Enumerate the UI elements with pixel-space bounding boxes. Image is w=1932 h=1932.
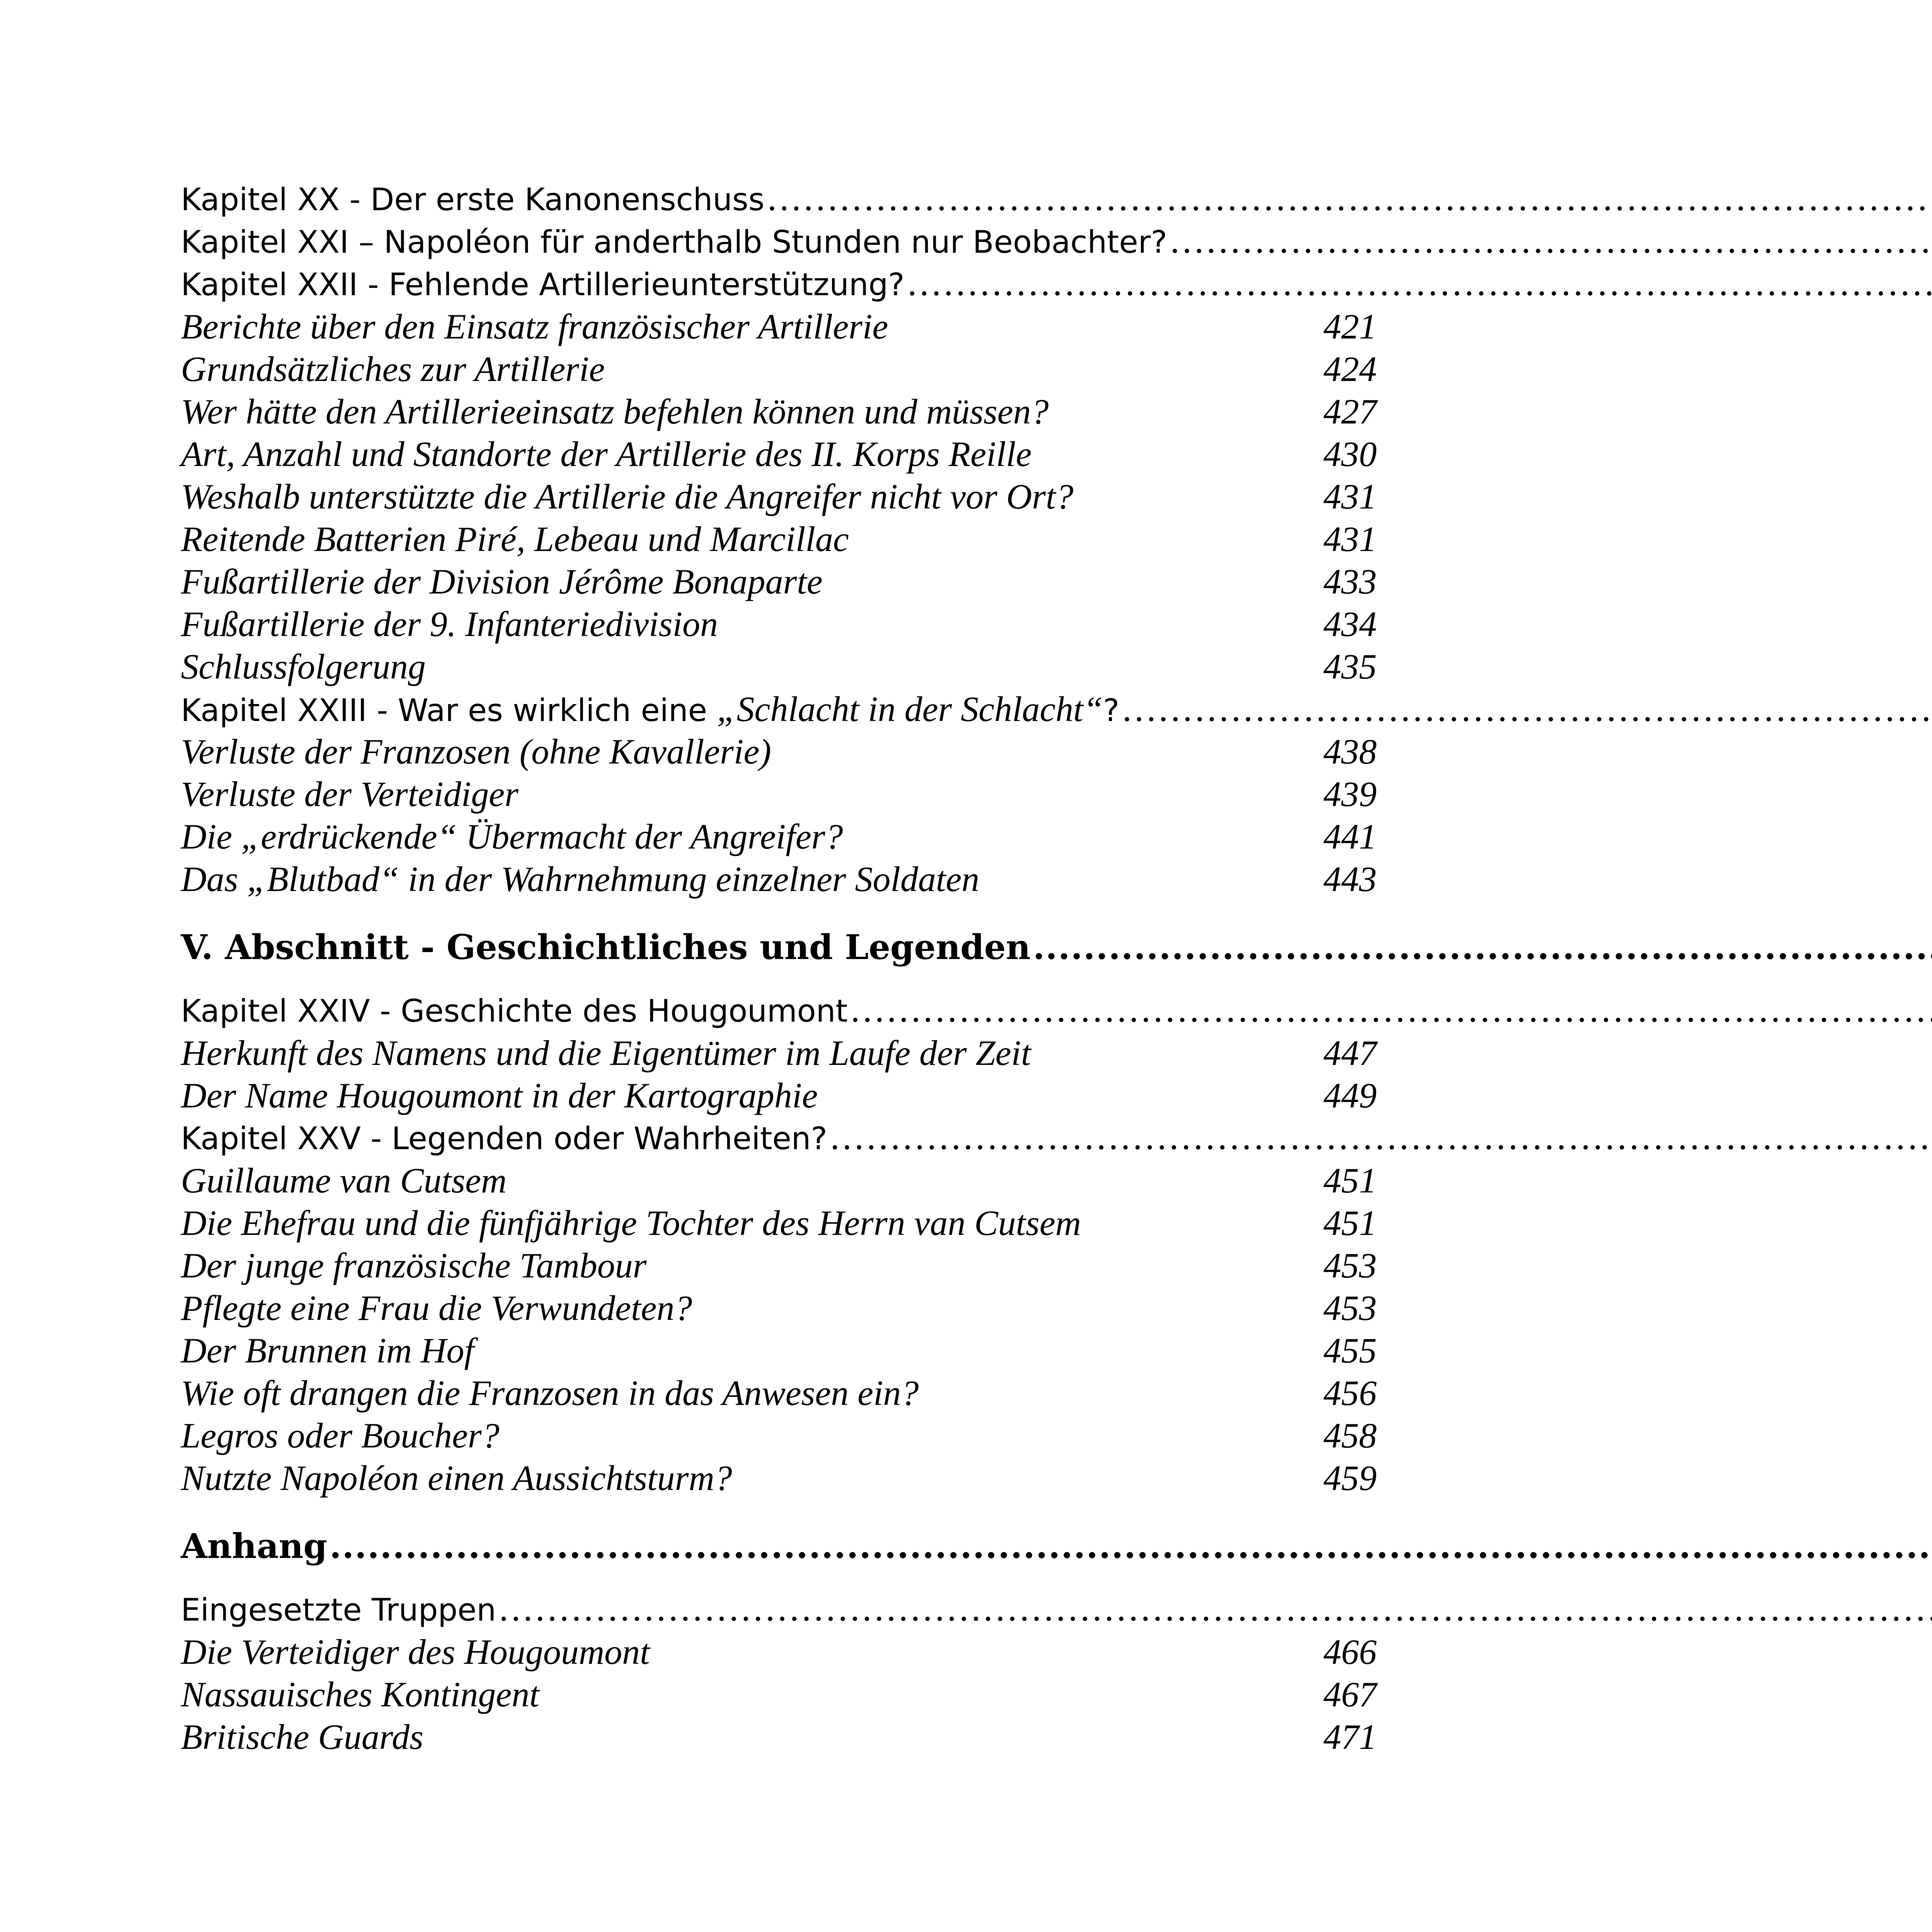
entry-page: 427	[1323, 392, 1377, 431]
toc-entry-section	[181, 518, 1377, 560]
dot-leader	[1170, 220, 1932, 263]
entry-page: 431	[1323, 477, 1377, 516]
entry-title: Der Brunnen im Hof	[181, 1331, 474, 1370]
dot-leader	[498, 1588, 1932, 1631]
entry-page: 453	[1323, 1288, 1377, 1328]
entry-page: 421	[1323, 307, 1377, 346]
entry-page: 471	[1323, 1717, 1377, 1757]
toc-entry-section	[181, 560, 1377, 603]
entry-page: 455	[1323, 1331, 1377, 1370]
dot-leader	[330, 1521, 1932, 1571]
entry-title-tail: ?	[1103, 692, 1119, 728]
toc-entry-chapter	[181, 989, 1377, 1032]
toc-entry-chapter	[181, 1588, 1377, 1631]
toc-entry-chapter	[181, 220, 1377, 263]
entry-title: Anhang	[181, 1526, 327, 1566]
toc-entry-section	[181, 1287, 1377, 1329]
toc-entry-section	[181, 305, 1377, 348]
entry-title: Kapitel XXV - Legenden oder Wahrheiten?	[181, 1121, 827, 1156]
toc-entry-section	[181, 1716, 1377, 1758]
entry-title: Fußartillerie der 9. Infanteriedivision	[181, 604, 718, 644]
dot-leader	[830, 1117, 1932, 1159]
entry-page: 441	[1323, 817, 1377, 856]
entry-page: 456	[1323, 1373, 1377, 1413]
toc-entry-section	[181, 475, 1377, 518]
entry-title-italic: „Schlacht in der Schlacht“	[717, 689, 1103, 729]
entry-page: 467	[1323, 1675, 1377, 1714]
toc-entry-section	[181, 1074, 1377, 1117]
toc-entry-section	[181, 1202, 1377, 1244]
entry-page: 424	[1323, 349, 1377, 389]
entry-page: 435	[1323, 647, 1377, 686]
toc-entry-chapter	[181, 688, 1377, 730]
entry-title: Die „erdrückende“ Übermacht der Angreifer?	[181, 817, 843, 856]
dot-leader	[850, 989, 1932, 1032]
entry-title: Britische Guards	[181, 1717, 423, 1757]
entry-title: Grundsätzliches zur Artillerie	[181, 349, 605, 389]
toc-entry-section	[181, 1032, 1377, 1074]
entry-title: Legros oder Boucher?	[181, 1416, 500, 1455]
entry-title	[181, 688, 1119, 732]
toc-entry-part	[181, 1521, 1377, 1571]
entry-title: Guillaume van Cutsem	[181, 1161, 507, 1200]
toc-entry-section	[181, 773, 1377, 815]
toc-entry-section	[181, 603, 1377, 645]
entry-page: 430	[1323, 434, 1377, 474]
entry-page: 431	[1323, 519, 1377, 559]
entry-page: 447	[1323, 1033, 1377, 1073]
entry-page: 453	[1323, 1246, 1377, 1285]
table-of-contents	[181, 178, 1377, 1758]
entry-title: Art, Anzahl und Standorte der Artillerie des II. Korps Reille	[181, 434, 1032, 474]
toc-entry-section	[181, 1329, 1377, 1372]
toc-entry-part	[181, 922, 1377, 972]
toc-entry-section	[181, 390, 1377, 433]
entry-page: 443	[1323, 859, 1377, 899]
dot-leader	[907, 263, 1932, 305]
entry-title: Verluste der Verteidiger	[181, 774, 519, 814]
entry-title: V. Abschnitt - Geschichtliches und Legenden	[181, 927, 1031, 967]
entry-title: Verluste der Franzosen (ohne Kavallerie)	[181, 732, 771, 771]
toc-entry-section	[181, 1159, 1377, 1202]
toc-entry-section	[181, 815, 1377, 858]
entry-title: Schlussfolgerung	[181, 647, 426, 686]
entry-page: 451	[1323, 1203, 1377, 1243]
entry-title: Kapitel XXIV - Geschichte des Hougoumont	[181, 993, 848, 1029]
toc-entry-section	[181, 645, 1377, 688]
entry-title: Pflegte eine Frau die Verwundeten?	[181, 1288, 692, 1328]
toc-entry-section	[181, 1673, 1377, 1716]
entry-page: 466	[1323, 1632, 1377, 1672]
toc-entry-section	[181, 433, 1377, 475]
entry-title: Wie oft drangen die Franzosen in das Anwesen ein?	[181, 1373, 919, 1413]
entry-title: Eingesetzte Truppen	[181, 1592, 496, 1628]
dot-leader	[1122, 689, 1932, 731]
entry-page: 451	[1323, 1161, 1377, 1200]
toc-entry-section	[181, 730, 1377, 773]
entry-title: Kapitel XXII - Fehlende Artillerieunterstützung?	[181, 267, 905, 303]
dot-leader	[1033, 922, 1932, 972]
entry-title: Kapitel XXI – Napoléon für anderthalb Stunden nur Beobachter?	[181, 224, 1167, 260]
toc-entry-section	[181, 858, 1377, 900]
entry-title: Der junge französische Tambour	[181, 1246, 647, 1285]
toc-entry-chapter	[181, 178, 1377, 220]
entry-title: Das „Blutbad“ in der Wahrnehmung einzelner Soldaten	[181, 859, 980, 899]
entry-page: 439	[1323, 774, 1377, 814]
toc-entry-chapter	[181, 263, 1377, 305]
entry-title: Der Name Hougoumont in der Kartographie	[181, 1076, 818, 1115]
entry-title: Nassauisches Kontingent	[181, 1675, 539, 1714]
toc-entry-section	[181, 1372, 1377, 1414]
toc-entry-section	[181, 1457, 1377, 1499]
entry-title: Die Ehefrau und die fünfjährige Tochter des Herrn van Cutsem	[181, 1203, 1081, 1243]
entry-title: Nutzte Napoléon einen Aussichtsturm?	[181, 1458, 732, 1498]
toc-entry-section	[181, 1631, 1377, 1673]
entry-title: Fußartillerie der Division Jérôme Bonaparte	[181, 562, 823, 601]
entry-page: 449	[1323, 1076, 1377, 1115]
entry-title: Die Verteidiger des Hougoumont	[181, 1632, 650, 1672]
entry-title: Berichte über den Einsatz französischer Artillerie	[181, 307, 888, 346]
entry-page: 459	[1323, 1458, 1377, 1498]
entry-title: Kapitel XX - Der erste Kanonenschuss	[181, 182, 765, 218]
entry-title: Weshalb unterstützte die Artillerie die Angreifer nicht vor Ort?	[181, 477, 1074, 516]
entry-title: Herkunft des Namens und die Eigentümer im Laufe der Zeit	[181, 1033, 1031, 1073]
toc-entry-section	[181, 348, 1377, 390]
entry-title-plain: Kapitel XXIII - War es wirklich eine	[181, 692, 717, 728]
toc-entry-chapter	[181, 1117, 1377, 1159]
entry-page: 458	[1323, 1416, 1377, 1455]
entry-page: 434	[1323, 604, 1377, 644]
entry-title: Wer hätte den Artillerieeinsatz befehlen können und müssen?	[181, 392, 1049, 431]
toc-entry-section	[181, 1414, 1377, 1457]
entry-title: Reitende Batterien Piré, Lebeau und Marcillac	[181, 519, 849, 559]
entry-page: 433	[1323, 562, 1377, 601]
toc-entry-section	[181, 1244, 1377, 1287]
dot-leader	[767, 178, 1932, 220]
entry-page: 438	[1323, 732, 1377, 771]
